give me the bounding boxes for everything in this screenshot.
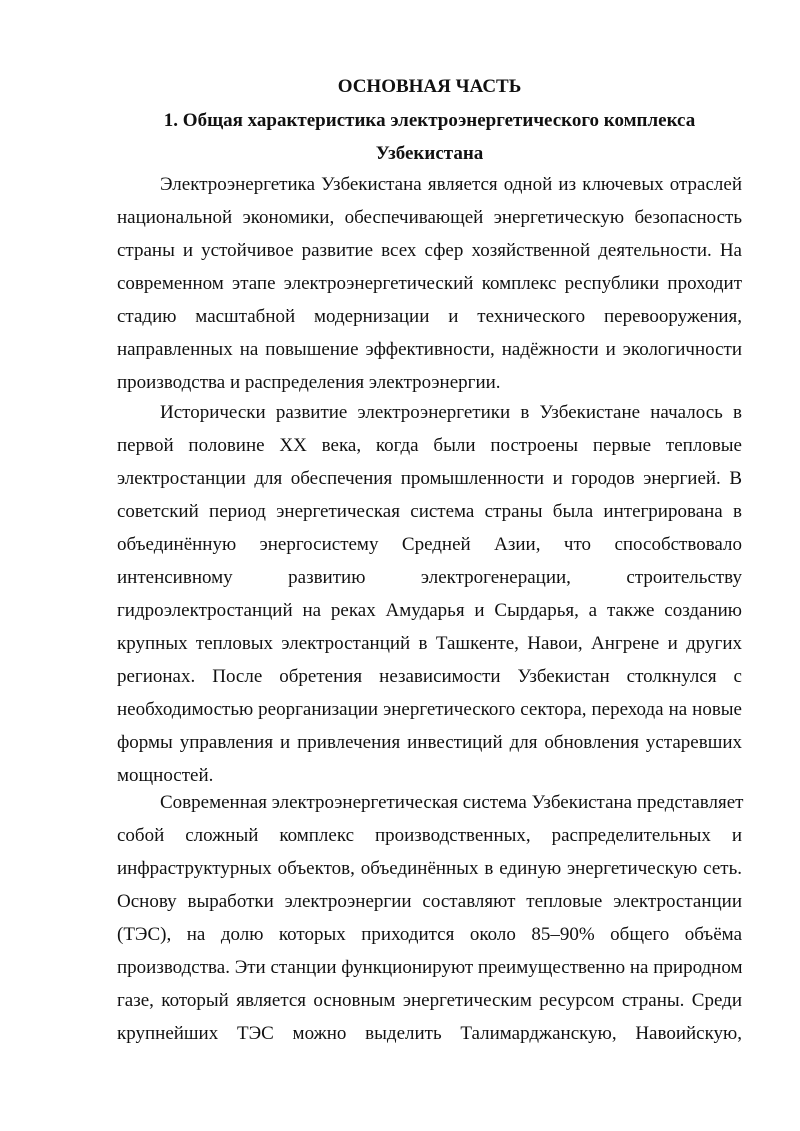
section-title-continued: Узбекистана — [375, 143, 484, 164]
section-title: 1. Общая характеристика электроэнергетического комплекса — [163, 110, 696, 131]
text-line: объединённую энергосистему Средней Азии, что способствовало — [117, 534, 742, 555]
text-line: гидроэлектростанций на реках Амударья и Сырдарья, а также созданию — [117, 600, 742, 621]
text-line: национальной экономики, обеспечивающей энергетическую безопасность — [117, 207, 742, 228]
text-line: мощностей. — [117, 765, 214, 786]
text-line: Исторически развитие электроэнергетики в Узбекистане началось в — [160, 402, 742, 423]
text-line: Электроэнергетика Узбекистана является одной из ключевых отраслей — [160, 174, 742, 195]
text-line: крупных тепловых электростанций в Ташкенте, Навои, Ангрене и других — [117, 633, 742, 654]
text-line: интенсивному развитию электрогенерации, строительству — [117, 567, 742, 588]
text-line: советский период энергетическая система страны была интегрирована в — [117, 501, 742, 522]
text-line: формы управления и привлечения инвестиций для обновления устаревших — [117, 732, 742, 753]
page-title: ОСНОВНАЯ ЧАСТЬ — [337, 76, 522, 97]
text-line: газе, который является основным энергетическим ресурсом страны. Среди — [117, 990, 742, 1011]
text-line: регионах. После обретения независимости Узбекистан столкнулся с — [117, 666, 742, 687]
text-line: инфраструктурных объектов, объединённых в единую энергетическую сеть. — [117, 858, 742, 879]
text-line: первой половине XX века, когда были построены первые тепловые — [117, 435, 742, 456]
text-line: крупнейших ТЭС можно выделить Талимарджанскую, Навоийскую, — [117, 1023, 742, 1044]
text-line: направленных на повышение эффективности, надёжности и экологичности — [117, 339, 742, 360]
text-line: собой сложный комплекс производственных, распределительных и — [117, 825, 742, 846]
paragraph-2 — [117, 396, 742, 792]
paragraph-1 — [117, 168, 742, 399]
text-line: страны и устойчивое развитие всех сфер хозяйственной деятельности. На — [117, 240, 742, 261]
text-line: электростанции для обеспечения промышленности и городов энергией. В — [117, 468, 742, 489]
paragraph-3 — [117, 786, 742, 1050]
text-line: стадию масштабной модернизации и технического перевооружения, — [117, 306, 742, 327]
text-line: Современная электроэнергетическая система Узбекистана представляет — [160, 792, 744, 813]
text-line: (ТЭС), на долю которых приходится около 85–90% общего объёма — [117, 924, 742, 945]
text-line: производства. Эти станции функционируют преимущественно на природном — [117, 957, 743, 978]
text-line: необходимостью реорганизации энергетического сектора, перехода на новые — [117, 699, 742, 720]
text-line: современном этапе электроэнергетический комплекс республики проходит — [117, 273, 742, 294]
text-line: Основу выработки электроэнергии составляют тепловые электростанции — [117, 891, 742, 912]
text-line: производства и распределения электроэнергии. — [117, 372, 501, 393]
